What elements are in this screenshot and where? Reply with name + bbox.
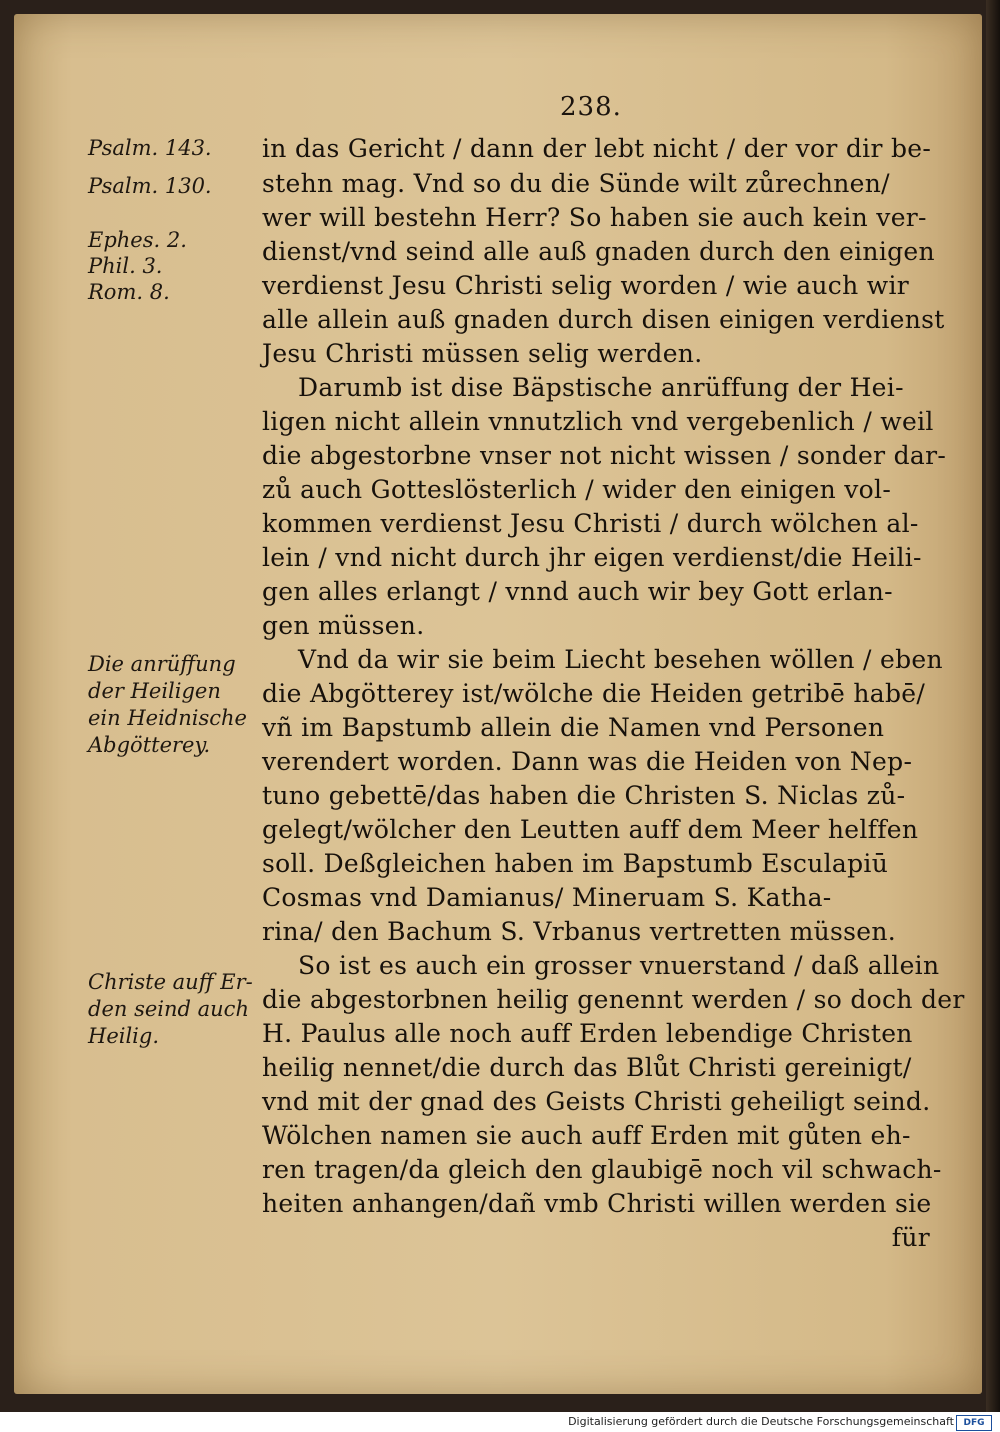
- text-line: die abgestorbnen heilig genennt werden / so doch der: [262, 985, 965, 1014]
- text-line: die abgestorbne vnser not nicht wissen / sonder dar-: [262, 441, 947, 470]
- text-line: ren tragen/da gleich den glaubigē noch vil schwach-: [262, 1155, 942, 1184]
- margin-note: Abgötterey.: [88, 733, 211, 757]
- text-line: Vnd da wir sie beim Liecht besehen wöllen / eben: [298, 645, 943, 674]
- margin-note: Rom. 8.: [88, 280, 170, 304]
- text-line: Cosmas vnd Damianus/ Mineruam S. Katha-: [262, 883, 832, 912]
- margin-note: Phil. 3.: [88, 254, 163, 278]
- margin-note: den seind auch: [88, 997, 249, 1021]
- page-number: 238.: [560, 92, 622, 122]
- text-line: So ist es auch ein grosser vnuerstand / daß allein: [298, 951, 940, 980]
- text-line: verdienst Jesu Christi selig worden / wie auch wir: [262, 271, 909, 300]
- text-line: alle allein auß gnaden durch disen einigen verdienst: [262, 305, 945, 334]
- margin-note: Heilig.: [88, 1024, 160, 1048]
- text-line: heiten anhangen/dañ vmb Christi willen werden sie: [262, 1189, 932, 1218]
- margin-note: Psalm. 130.: [88, 174, 212, 198]
- text-line: H. Paulus alle noch auff Erden lebendige Christen: [262, 1019, 913, 1048]
- catchword: für: [891, 1223, 930, 1252]
- text-line: gelegt/wölcher den Leutten auff dem Meer helffen: [262, 815, 919, 844]
- text-line: in das Gericht / dann der lebt nicht / der vor dir be-: [262, 134, 932, 163]
- text-line: Wölchen namen sie auch auff Erden mit gůten eh-: [262, 1121, 911, 1150]
- footer-bar: [0, 1412, 1000, 1432]
- text-line: zů auch Gotteslösterlich / wider den einigen vol-: [262, 475, 892, 504]
- text-line: verendert worden. Dann was die Heiden von Nep-: [262, 747, 913, 776]
- text-line: rina/ den Bachum S. Vrbanus vertretten müssen.: [262, 917, 897, 946]
- margin-note: Ephes. 2.: [88, 228, 187, 252]
- margin-note: Die anrüffung: [88, 652, 236, 676]
- text-line: ligen nicht allein vnnutzlich vnd vergebenlich / weil: [262, 407, 934, 436]
- text-line: die Abgötterey ist/wölche die Heiden getribē habē/: [262, 679, 926, 708]
- funding-notice: Digitalisierung gefördert durch die Deutsche Forschungsgemeinschaft: [568, 1415, 954, 1428]
- text-line: lein / vnd nicht durch jhr eigen verdienst/die Heili-: [262, 543, 922, 572]
- dfg-logo: DFG: [956, 1415, 992, 1431]
- text-line: soll. Deßgleichen haben im Bapstumb Esculapiū: [262, 849, 889, 878]
- book-spine: [986, 0, 1000, 1412]
- text-line: Darumb ist dise Bäpstische anrüffung der Hei-: [298, 373, 904, 402]
- text-line: vñ im Bapstumb allein die Namen vnd Personen: [262, 713, 885, 742]
- margin-note: ein Heidnische: [88, 706, 247, 730]
- text-line: stehn mag. Vnd so du die Sünde wilt zůrechnen/: [262, 169, 890, 198]
- text-line: dienst/vnd seind alle auß gnaden durch den einigen: [262, 237, 935, 266]
- text-line: gen alles erlangt / vnnd auch wir bey Gott erlan-: [262, 577, 893, 606]
- text-line: wer will bestehn Herr? So haben sie auch kein ver-: [262, 203, 927, 232]
- text-line: Jesu Christi müssen selig werden.: [262, 339, 703, 368]
- text-line: kommen verdienst Jesu Christi / durch wölchen al-: [262, 509, 919, 538]
- text-line: tuno gebettē/das haben die Christen S. Niclas zů-: [262, 781, 906, 810]
- text-line: gen müssen.: [262, 611, 425, 640]
- margin-note: Psalm. 143.: [88, 136, 212, 160]
- margin-note: der Heiligen: [88, 679, 221, 703]
- text-line: vnd mit der gnad des Geists Christi geheiligt seind.: [262, 1087, 931, 1116]
- margin-note: Christe auff Er-: [88, 970, 253, 994]
- text-line: heilig nennet/die durch das Blůt Christi gereinigt/: [262, 1053, 912, 1082]
